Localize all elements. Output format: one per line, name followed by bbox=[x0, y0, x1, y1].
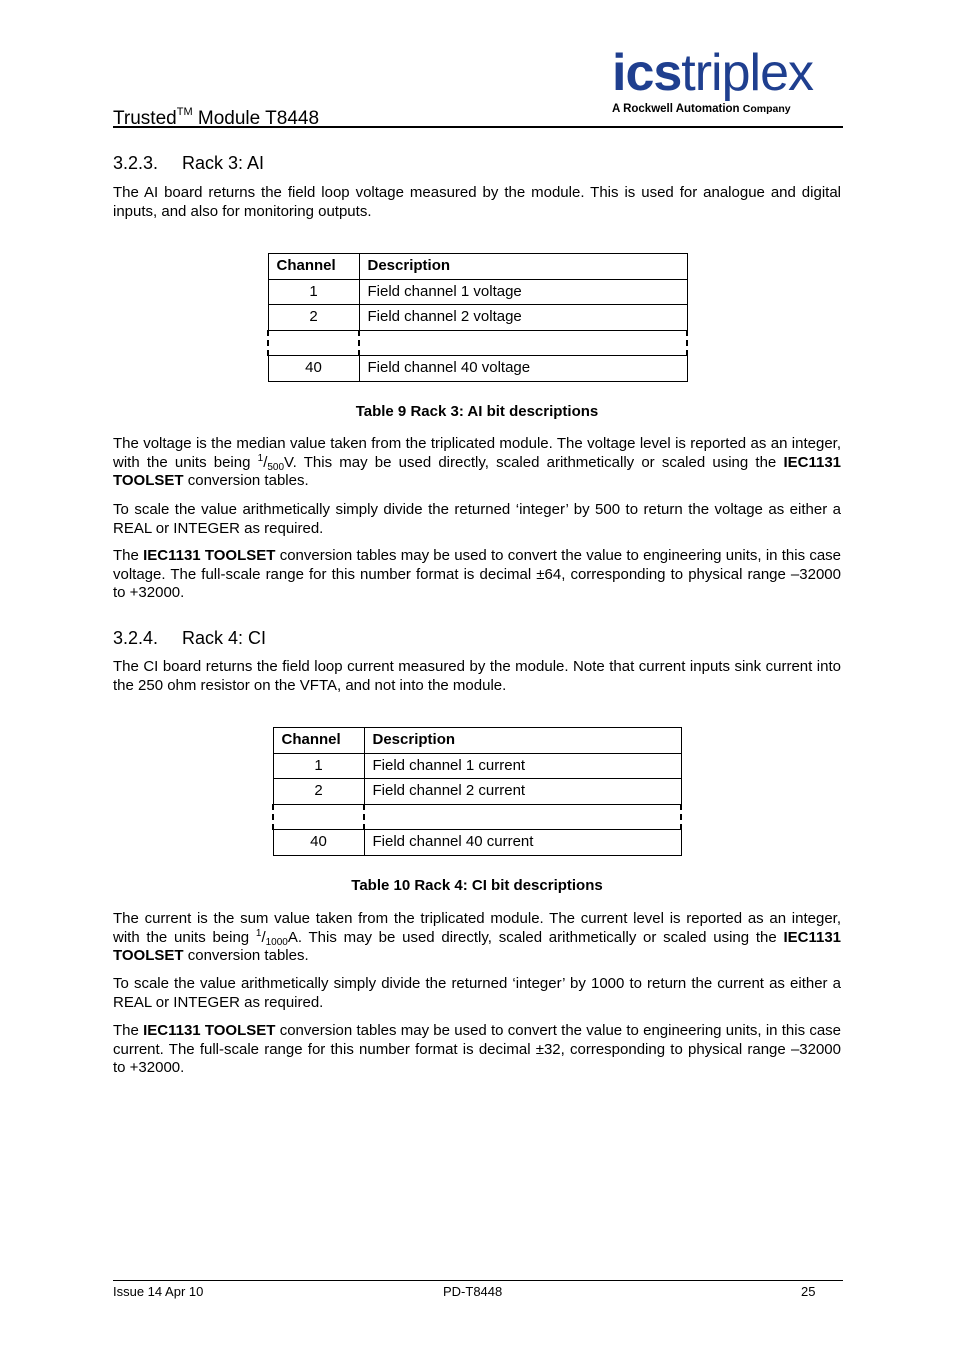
column-header-channel: Channel bbox=[273, 728, 364, 754]
rack3-bit-table bbox=[267, 253, 688, 382]
description-cell: Field channel 40 voltage bbox=[359, 356, 687, 382]
text-run: A. This may be used directly, scaled arithmetically or scaled using the bbox=[287, 928, 784, 946]
rack3-paragraph-1 bbox=[113, 435, 841, 491]
rack4-paragraph-1 bbox=[113, 910, 841, 966]
fraction-denominator: 1000 bbox=[265, 936, 288, 948]
logo-tagline bbox=[612, 103, 791, 115]
description-cell: Field channel 2 current bbox=[364, 779, 681, 805]
bold-term: IEC1131 TOOLSET bbox=[143, 547, 276, 564]
text-run: conversion tables may be used to convert the value to engineering units, in this case current. The full-scale range for this number format is decimal ±32, corresponding to physical range –32000 to +32000. bbox=[113, 1022, 842, 1076]
logo-tagline-company: Company bbox=[742, 103, 791, 115]
footer-issue: Issue 14 Apr 10 bbox=[113, 1284, 204, 1299]
rack3-paragraph-3 bbox=[113, 547, 841, 603]
description-cell: Field channel 1 current bbox=[364, 753, 681, 779]
section-heading-rack4 bbox=[113, 627, 266, 649]
text-run: The bbox=[113, 547, 144, 564]
text-run: The bbox=[113, 1022, 144, 1039]
company-logo bbox=[612, 46, 844, 122]
fraction-slash: / bbox=[261, 928, 266, 946]
empty-cell bbox=[364, 804, 681, 830]
footer-rule bbox=[113, 1280, 843, 1281]
section-number: 3.2.3. bbox=[113, 153, 159, 173]
channel-cell: 1 bbox=[273, 753, 364, 779]
logo-wordmark bbox=[612, 46, 813, 100]
fraction-denominator: 500 bbox=[267, 461, 285, 473]
title-prefix: Trusted bbox=[113, 108, 177, 129]
channel-cell: 40 bbox=[268, 356, 359, 382]
description-cell: Field channel 2 voltage bbox=[359, 305, 687, 331]
rack3-paragraph-2: To scale the value arithmetically simply divide the returned ‘integer’ by 500 to return the voltage as either a REAL or INTEGER as required. bbox=[113, 501, 841, 537]
description-cell: Field channel 40 current bbox=[364, 830, 681, 856]
text-run: V. This may be used directly, scaled arithmetically or scaled using the bbox=[284, 453, 784, 471]
table-header-row bbox=[268, 254, 687, 280]
rack4-bit-table bbox=[272, 727, 682, 856]
channel-cell: 40 bbox=[273, 830, 364, 856]
table-row bbox=[268, 279, 687, 305]
table-caption-rack4: Table 10 Rack 4: CI bit descriptions bbox=[351, 877, 603, 894]
empty-cell bbox=[359, 330, 687, 356]
header-rule bbox=[113, 126, 843, 128]
title-suffix: Module T8448 bbox=[192, 108, 320, 129]
table-header-row bbox=[273, 728, 681, 754]
fraction-numerator: 1 bbox=[255, 927, 262, 939]
channel-cell: 2 bbox=[273, 779, 364, 805]
table-row bbox=[273, 830, 681, 856]
text-run: conversion tables may be used to convert the value to engineering units, in this case voltage. The full-scale range for this number format is decimal ±64, corresponding to physical range –32000 to +32000. bbox=[113, 547, 842, 601]
rack4-paragraph-3 bbox=[113, 1022, 841, 1078]
column-header-description: Description bbox=[364, 728, 681, 754]
footer-document-id: PD-T8448 bbox=[443, 1284, 503, 1299]
column-header-channel: Channel bbox=[268, 254, 359, 280]
section-title: Rack 4: CI bbox=[182, 628, 267, 648]
trademark-mark: TM bbox=[176, 106, 193, 118]
table-ellipsis-row bbox=[273, 804, 681, 830]
footer-page-number: 25 bbox=[801, 1284, 816, 1299]
table-row bbox=[273, 753, 681, 779]
rack3-intro: The AI board returns the field loop voltage measured by the module. This is used for analogue and digital inputs, and also for monitoring outputs. bbox=[113, 184, 841, 220]
logo-wordmark-light: triplex bbox=[681, 44, 814, 102]
rack4-paragraph-2: To scale the value arithmetically simply divide the returned ‘integer’ by 1000 to return the current as either a REAL or INTEGER as required. bbox=[113, 975, 841, 1011]
table-row bbox=[273, 779, 681, 805]
rack4-intro: The CI board returns the field loop current measured by the module. Note that current inputs sink current into the 250 ohm resistor on the VFTA, and not into the module. bbox=[113, 658, 841, 694]
fraction-slash: / bbox=[263, 453, 268, 471]
description-cell: Field channel 1 voltage bbox=[359, 279, 687, 305]
text-run: conversion tables. bbox=[183, 947, 309, 964]
text-run: conversion tables. bbox=[183, 472, 309, 489]
column-header-description: Description bbox=[359, 254, 687, 280]
empty-cell bbox=[268, 330, 359, 356]
section-heading-rack3 bbox=[113, 152, 264, 174]
text-run: The current is the sum value taken from the triplicated module. The current level is reported as an integer, with the units being bbox=[113, 910, 841, 946]
bold-term: IEC1131 TOOLSET bbox=[113, 928, 841, 964]
section-title: Rack 3: AI bbox=[182, 153, 265, 173]
text-run: The voltage is the median value taken from the triplicated module. The voltage level is reported as an integer, with the units being bbox=[113, 435, 841, 471]
bold-term: IEC1131 TOOLSET bbox=[143, 1022, 276, 1039]
table-ellipsis-row bbox=[268, 330, 687, 356]
table-row bbox=[268, 356, 687, 382]
fraction-numerator: 1 bbox=[257, 452, 264, 464]
channel-cell: 1 bbox=[268, 279, 359, 305]
logo-tagline-main: A Rockwell Automation bbox=[612, 103, 740, 115]
bold-term: IEC1131 TOOLSET bbox=[113, 453, 841, 489]
empty-cell bbox=[273, 804, 364, 830]
channel-cell: 2 bbox=[268, 305, 359, 331]
section-number: 3.2.4. bbox=[113, 628, 159, 648]
table-row bbox=[268, 305, 687, 331]
logo-wordmark-bold: ics bbox=[612, 44, 682, 102]
table-caption-rack3: Table 9 Rack 3: AI bit descriptions bbox=[355, 403, 599, 420]
